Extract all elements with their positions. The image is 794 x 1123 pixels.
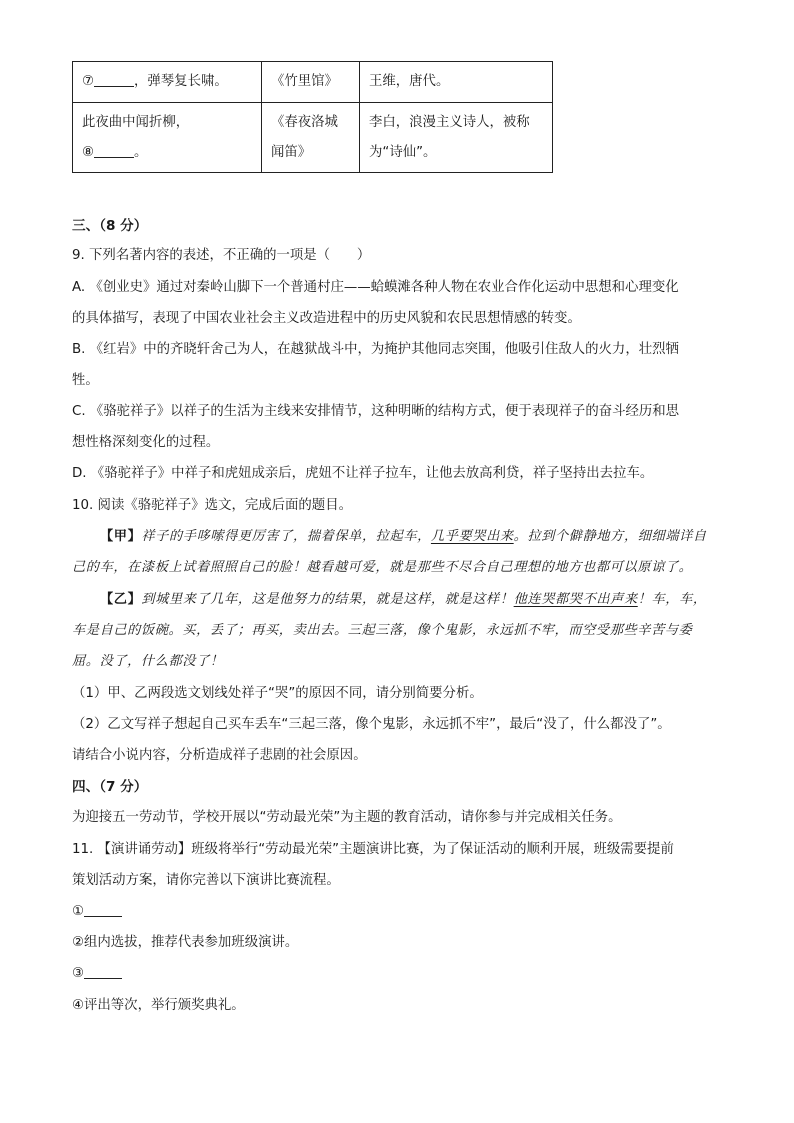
question-9: 9. 下列名著内容的表述，不正确的一项是（ ） [72, 248, 371, 263]
passage-tag: 【乙】 [100, 592, 142, 607]
poem-line-cell [73, 62, 262, 103]
passage-text: ！车，车， [637, 592, 707, 607]
passage-jia [100, 527, 707, 547]
section-4-intro: 为迎接五一劳动节，学校开展以“劳动最光荣”为主题的教育活动，请你参与并完成相关任务。 [72, 810, 622, 825]
step-1 [72, 902, 122, 922]
poem-title-cell [262, 103, 360, 173]
table-row [73, 103, 553, 173]
step-2: ②组内选拔，推荐代表参加班级演讲。 [72, 935, 299, 950]
option-a-line: 的具体描写，表现了中国农业社会主义改造进程中的历史风貌和农民思想情感的转变。 [72, 311, 581, 326]
poem-line-text: 。 [134, 144, 148, 160]
option-b-line: 牲。 [72, 373, 99, 388]
fill-blank[interactable] [84, 902, 122, 917]
passage-yi-line: 车是自己的饭碗。买，丢了；再买，卖出去。三起三落，像个鬼影，永远抓不牢，而空受那些辛苦与委 [72, 623, 693, 638]
poem-author-cell: 王维，唐代。 [360, 62, 553, 103]
blank-number: ⑧ [82, 144, 95, 160]
option-b-line: B. 《红岩》中的齐晓轩舍己为人，在越狱战斗中，为掩护其他同志突围，他吸引住敌人的火力，壮烈牺 [72, 342, 679, 357]
question-11: 11. 【演讲诵劳动】班级将举行“劳动最光荣”主题演讲比赛，为了保证活动的顺利开展，班级需要提前 [72, 842, 674, 857]
poem-line-text: 此夜曲中闻折柳， [82, 114, 190, 130]
step-4: ④评出等次，举行颁奖典礼。 [72, 998, 245, 1013]
option-d-line: D. 《骆驼祥子》中祥子和虎妞成亲后，虎妞不让祥子拉车，让他去放高利贷，祥子坚持出去拉车。 [72, 466, 654, 481]
poem-author-cell [360, 103, 553, 173]
option-c-line: 想性格深刻变化的过程。 [72, 435, 220, 450]
poem-title-cell: 《竹里馆》 [262, 62, 360, 103]
passage-text: 祥子的手哆嗦得更厉害了，揣着保单，拉起车， [141, 529, 431, 544]
sub-question-2-line: 请结合小说内容，分析造成祥子悲剧的社会原因。 [72, 748, 367, 763]
option-c-line: C. 《骆驼祥子》以祥子的生活为主线来安排情节，这种明晰的结构方式，便于表现祥子的奋斗经历和思 [72, 404, 680, 419]
passage-text: 到城里来了几年，这是他努力的结果，就是这样，就是这样！ [141, 592, 514, 607]
poem-table [72, 61, 553, 173]
poem-author-line: 李白，浪漫主义诗人，被称 [369, 114, 530, 130]
table-row [73, 62, 553, 103]
underlined-text: 他连哭都哭不出声来 [513, 592, 638, 607]
sub-question-2: （2）乙文写祥子想起自己买车丢车“三起三落，像个鬼影，永远抓不牢”，最后“没了，什么都没了”。 [72, 717, 671, 732]
option-a-line: A. 《创业史》通过对秦岭山脚下一个普通村庄——蛤蟆滩各种人物在农业合作化运动中思想和心理变化 [72, 280, 679, 295]
fill-blank[interactable] [94, 143, 134, 158]
section-4-heading: 四、（7 分） [72, 779, 148, 795]
poem-author-line: 为“诗仙”。 [369, 144, 437, 160]
poem-title-line: 《春夜洛城 [271, 114, 338, 130]
step-number: ③ [72, 966, 85, 981]
question-11-line: 策划活动方案，请你完善以下演讲比赛流程。 [72, 873, 340, 888]
poem-line-cell [73, 103, 262, 173]
step-3 [72, 964, 122, 984]
fill-blank[interactable] [94, 72, 134, 87]
fill-blank[interactable] [84, 964, 122, 979]
poem-title-line: 闻笛》 [271, 144, 312, 160]
passage-tag: 【甲】 [100, 529, 142, 544]
passage-text: 。拉到个僻静地方，细细端详自 [513, 529, 707, 544]
passage-yi [100, 590, 707, 610]
poem-line-text: ，弹琴复长啸。 [134, 74, 228, 89]
section-3-heading: 三、（8 分） [72, 218, 148, 234]
step-number: ① [72, 904, 85, 919]
blank-number: ⑦ [82, 74, 95, 89]
passage-jia-line: 己的车，在漆板上试着照照自己的脸！越看越可爱，就是那些不尽合自己理想的地方也都可以原谅了。 [72, 560, 693, 575]
underlined-text: 几乎要哭出来 [430, 529, 514, 544]
passage-yi-line: 屈。没了，什么都没了！ [72, 654, 224, 669]
sub-question-1: （1）甲、乙两段选文划线处祥子“哭”的原因不同，请分别简要分析。 [72, 686, 483, 701]
question-10: 10. 阅读《骆驼祥子》选文，完成后面的题目。 [72, 498, 352, 513]
